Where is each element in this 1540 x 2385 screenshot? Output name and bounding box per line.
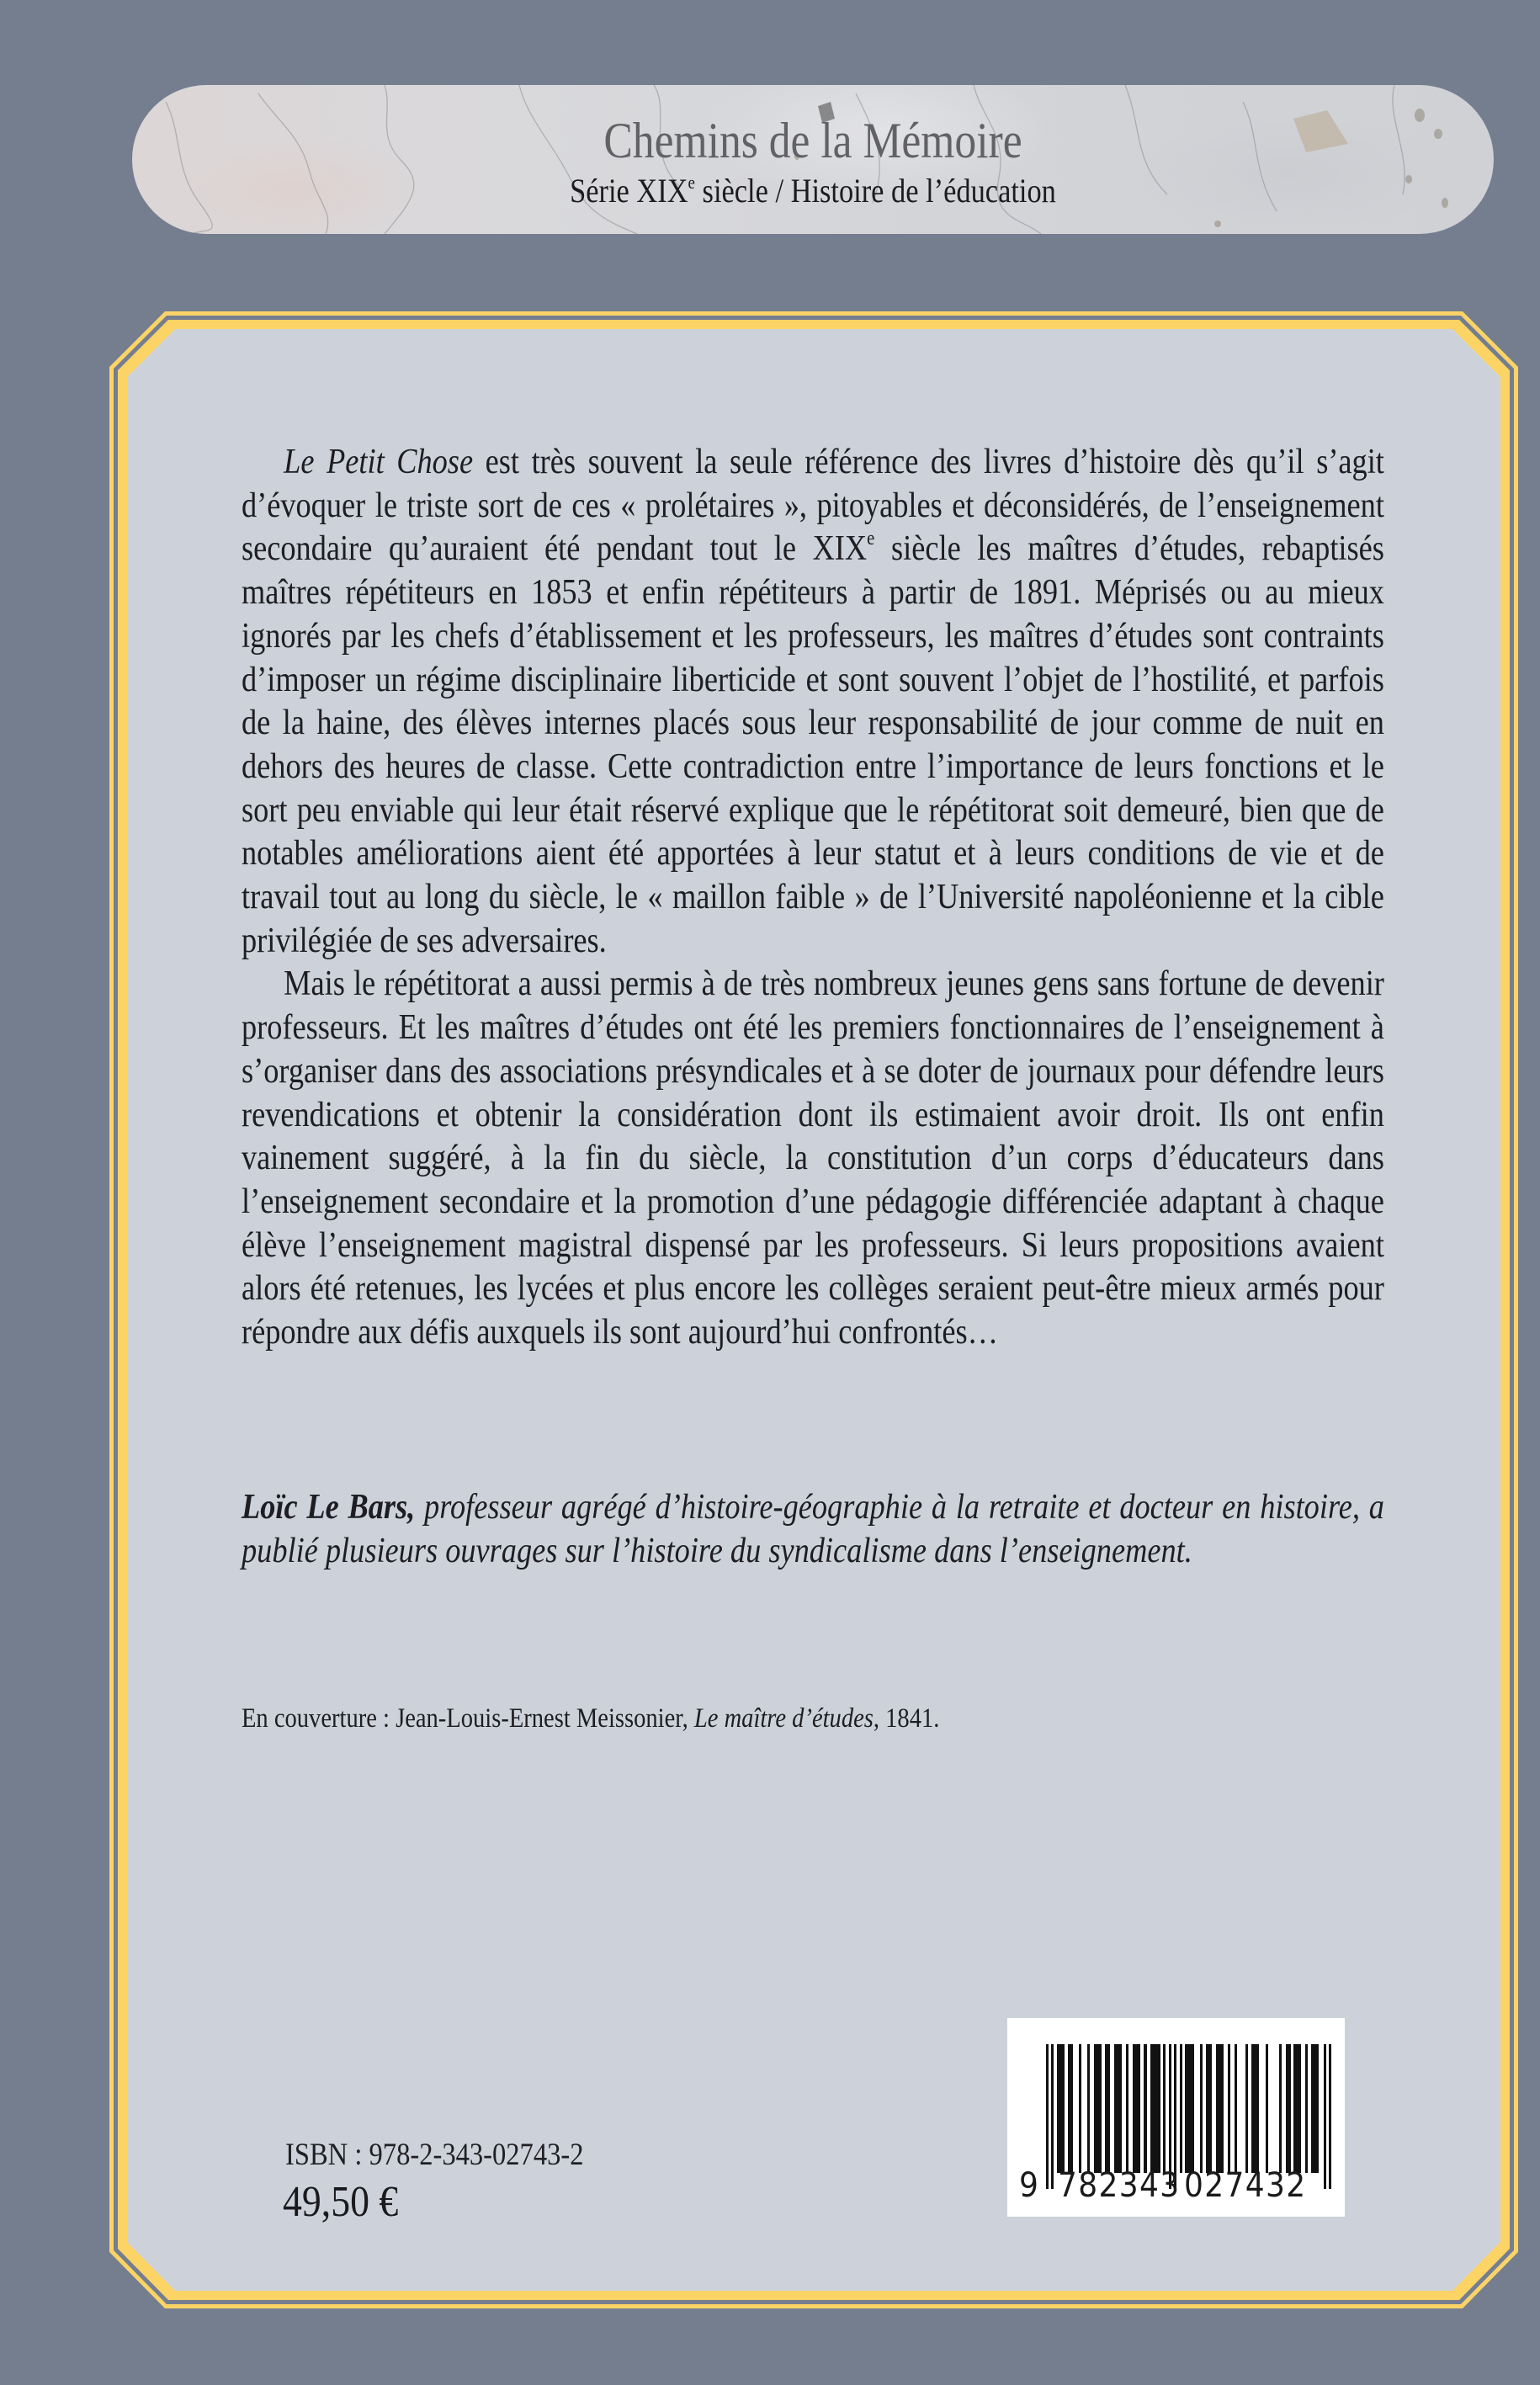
- book-title-reference: Le Petit Chose: [284, 443, 474, 481]
- isbn-label: ISBN : 978-2-343-02743-2: [285, 2138, 584, 2172]
- series-header-banner: [132, 85, 1494, 234]
- barcode-first-digit: 9: [1019, 2166, 1040, 2205]
- series-subtitle: Série XIXe siècle / Histoire de l’éducation: [570, 172, 1056, 210]
- cover-credit: En couverture : Jean-Louis-Ernest Meissonier, Le maître d’études, 1841.: [242, 1703, 940, 1734]
- barcode-left-digits: 782343: [1058, 2166, 1181, 2205]
- artwork-title: Le maître d’études: [693, 1703, 874, 1734]
- series-title: Chemins de la Mémoire: [603, 113, 1022, 168]
- barcode-right-digits: 027432: [1184, 2166, 1307, 2205]
- author-name: Loïc Le Bars,: [242, 1488, 416, 1527]
- price-label: 49,50 €: [283, 2178, 399, 2226]
- summary-paragraph-2: Mais le répétitorat a aussi permis à de très nombreux jeunes gens sans fortune de devenir professeurs. Et les maîtres d’études ont été les premiers fonctionnaires de l’enseignement à s’organiser dans des associations présyndicales et à se doter de journaux pour défendre leurs revendications et obtenir la considération dont ils estimaient avoir droit. Ils ont enfin vainement suggéré, à la fin du siècle, la constitution d’un corps d’éducateurs dans l’enseignement secondaire et la promotion d’une pédagogie différenciée adaptant à chaque élève l’enseignement magistral dispensé par les professeurs. Si leurs propositions avaient alors été retenues, les lycées et plus encore les collèges seraient peut-être mieux armés pour répondre aux défis auxquels ils sont aujourd’hui confrontés…: [242, 964, 1384, 1352]
- summary-text: [242, 441, 1384, 1355]
- author-bio-paragraph: [242, 1486, 1384, 1573]
- isbn-barcode: [1007, 2018, 1345, 2217]
- author-bio: [242, 1486, 1384, 1573]
- summary-paragraph-1: Le Petit Chose est très souvent la seule référence des livres d’histoire dès qu’il s’agit d’évoquer le triste sort de ces « prolétaires », pitoyables et déconsidérés, de l’enseignement secondaire qu’auraient été pendant tout le XIXe siècle les maîtres d’études, rebaptisés maîtres répétiteurs en 1853 et enfin répétiteurs à partir de 1891. Méprisés ou au mieux ignorés par les chefs d’établissement et les professeurs, les maîtres d’études sont contraints d’imposer un régime disciplinaire liberticide et sont souvent l’objet de l’hostilité, et parfois de la haine, des élèves internes placés sous leur responsabilité de jour comme de nuit en dehors des heures de classe. Cette contradiction entre l’importance de leurs fonctions et le sort peu enviable qui leur était réservé explique que le répétitorat soit demeuré, bien que de notables améliorations aient été apportées à leur statut et à leurs conditions de vie et de travail tout au long du siècle, le « maillon faible » de l’Université napoléonienne et la cible privilégiée de ses adversaires.: [242, 443, 1384, 960]
- author-description: professeur agrégé d’histoire-géographie à la retraite et docteur en histoire, a publié plusieurs ouvrages sur l’histoire du syndicalisme dans l’enseignement.: [242, 1488, 1384, 1570]
